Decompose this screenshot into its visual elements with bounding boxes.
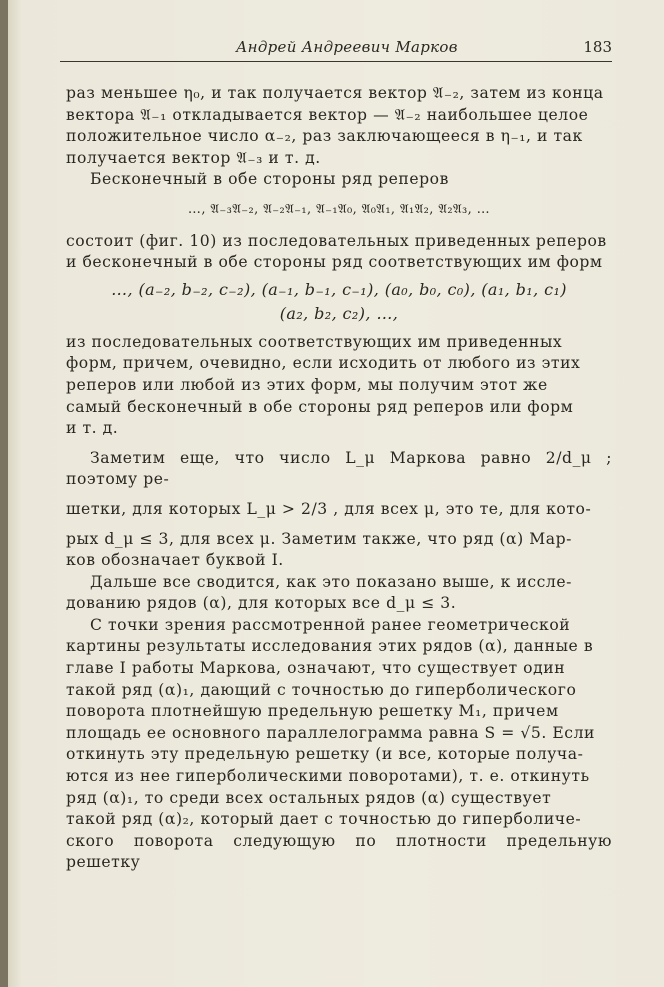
text-line: Дальше все сводится, как это показано выше, к иссле- bbox=[90, 572, 572, 591]
paragraph-3 bbox=[66, 231, 612, 274]
paragraph-5 bbox=[66, 448, 612, 572]
text-line: такой ряд (α)₂, который дает с точностью до гиперболиче- bbox=[66, 810, 582, 829]
book-spine-shadow bbox=[0, 0, 8, 987]
paragraph-1 bbox=[66, 83, 612, 169]
text-line: положительное число α₋₂, раз заключающееся в η₋₁, и так bbox=[66, 127, 583, 146]
text-line: получается вектор 𝔄₋₃ и т. д. bbox=[66, 148, 321, 167]
text-line: и т. д. bbox=[66, 419, 119, 438]
paragraph-4 bbox=[66, 332, 612, 440]
formula-line: …, (a₋₂, b₋₂, c₋₂), (a₋₁, b₋₁, c₋₁), (a₀, b₀, c₀), (a₁, b₁, c₁) bbox=[111, 279, 567, 299]
text-line: форм, причем, очевидно, если исходить от любого из этих bbox=[66, 354, 581, 373]
page-body bbox=[66, 83, 612, 874]
text-line: поворота плотнейшую предельную решетку M₁, причем bbox=[66, 702, 559, 721]
text-line: дованию рядов (α), для которых все d_μ ≤ 3. bbox=[66, 594, 457, 613]
text-line: реперов или любой из этих форм, мы получим этот же bbox=[66, 375, 548, 394]
paragraph-7 bbox=[66, 615, 612, 874]
text-line: состоит (фиг. 10) из последовательных приведенных реперов bbox=[66, 231, 607, 250]
text-line: рых d_μ ≤ 3, для всех μ. Заметим также, что ряд (α) Мар- bbox=[66, 529, 572, 548]
text-line: Заметим еще, что число L_μ Маркова равно 2/d_μ ; поэтому ре- bbox=[66, 448, 612, 489]
text-line: ского поворота следующую по плотности предельную решетку bbox=[66, 831, 612, 872]
text-line: С точки зрения рассмотренной ранее геометрической bbox=[90, 615, 571, 634]
text-line: ряд (α)₁, то среди всех остальных рядов (α) существует bbox=[66, 788, 552, 807]
text-line: из последовательных соответствующих им приведенных bbox=[66, 332, 563, 351]
text-line: главе I работы Маркова, означают, что существует один bbox=[66, 659, 566, 678]
text-line: такой ряд (α)₁, дающий с точностью до гиперболического bbox=[66, 680, 577, 699]
text-line: ются из нее гиперболическими поворотами), т. е. откинуть bbox=[66, 767, 590, 786]
text-line: шетки, для которых L_μ > 2/3 , для всех μ, это те, для кото- bbox=[66, 499, 592, 518]
paragraph-2: Бесконечный в обе стороны ряд реперов bbox=[90, 170, 449, 189]
page-header bbox=[60, 32, 612, 62]
text-line: вектора 𝔄₋₁ откладывается вектор — 𝔄₋₂ наибольшее целое bbox=[66, 105, 589, 124]
text-line: площадь ее основного параллелограмма равна S = √5. Если bbox=[66, 723, 595, 742]
forms-sequence-formula bbox=[66, 278, 612, 326]
header-rule bbox=[60, 61, 612, 62]
text-line: раз меньшее η₀, и так получается вектор 𝔄₋₂, затем из конца bbox=[66, 84, 604, 102]
text-line: ков обозначает буквой I. bbox=[66, 551, 284, 570]
reper-sequence-formula: …, 𝔄₋₃𝔄₋₂, 𝔄₋₂𝔄₋₁, 𝔄₋₁𝔄₀, 𝔄₀𝔄₁, 𝔄₁𝔄₂, 𝔄₂𝔄₃, … bbox=[187, 201, 491, 217]
running-head: Андрей Андреевич Марков bbox=[236, 38, 458, 56]
text-line: откинуть эту предельную решетку (и все, которые получа- bbox=[66, 745, 584, 764]
text-line: картины результаты исследования этих рядов (α), данные в bbox=[66, 637, 594, 656]
text-line: самый бесконечный в обе стороны ряд реперов или форм bbox=[66, 397, 574, 416]
paragraph-6 bbox=[66, 572, 612, 615]
page-number: 183 bbox=[583, 38, 612, 56]
formula-line: (a₂, b₂, c₂), …, bbox=[279, 303, 399, 323]
text-line: и бесконечный в обе стороны ряд соответствующих им форм bbox=[66, 253, 603, 272]
